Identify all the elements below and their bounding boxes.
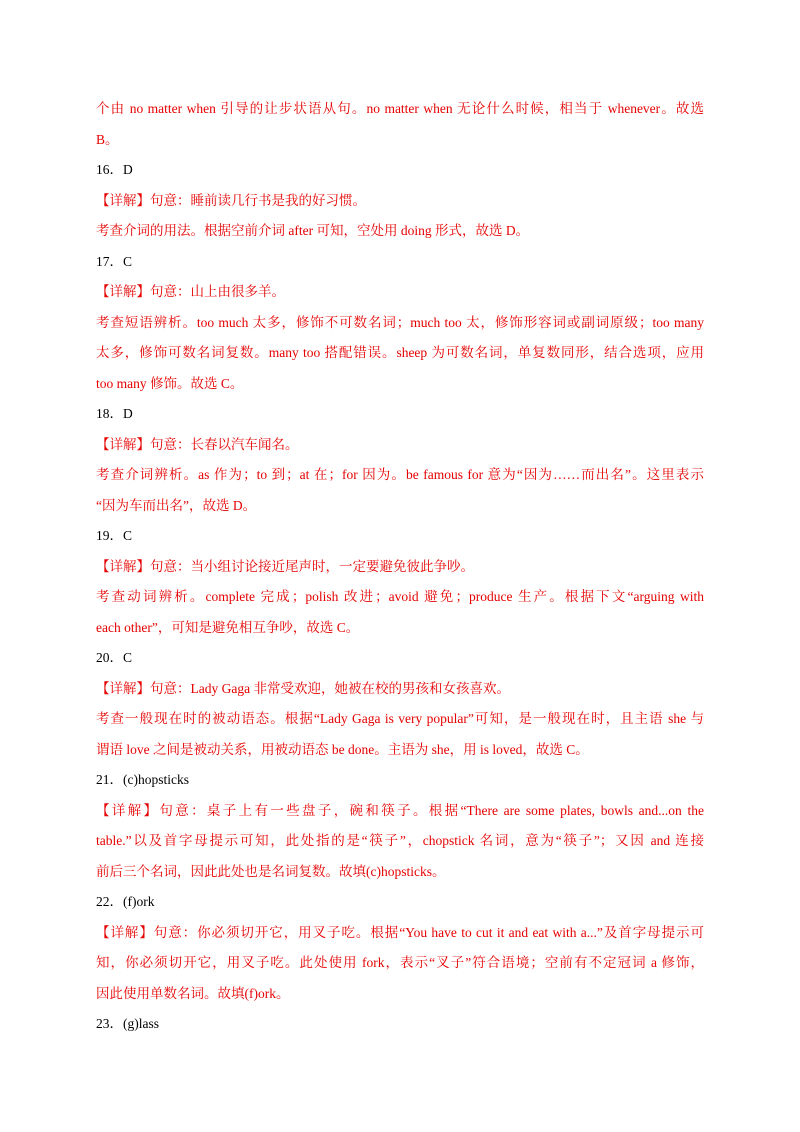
explanation-line: B。 xyxy=(96,131,119,147)
explanation-line: 考查一般现在时的被动语态。根据“Lady Gaga is very popular”可知，是一般现在时，且主语 she 与 xyxy=(96,711,704,726)
explanation-line: 【详解】句意：你必须切开它，用叉子吃。根据“You have to cut it and eat with a...”及首字母提示可 xyxy=(96,924,704,940)
explanation-line: 前后三个名词，因此此处也是名词复数。故填(c)hopsticks。 xyxy=(96,863,446,879)
explanation-line: 【详解】句意：山上由很多羊。 xyxy=(96,284,285,299)
answer-line: 21．(c)hopsticks xyxy=(96,772,189,787)
explanation-line: 【详解】句意：桌子上有一些盘子，碗和筷子。根据“There are some plates, bowls and...on the xyxy=(96,802,704,818)
answer-line: 22．(f)ork xyxy=(96,894,155,909)
answer-line: 18．D xyxy=(96,406,133,421)
explanation-line: 个由 no matter when 引导的让步状语从句。no matter when 无论什么时候，相当于 whenever。故选 xyxy=(96,101,704,116)
explanation-line: “因为车而出名”，故选 D。 xyxy=(96,497,257,513)
answer-line: 20．C xyxy=(96,650,133,665)
explanation-line: 太多，修饰可数名词复数。many too 搭配错误。sheep 为可数名词，单复数同形，结合选项，应用 xyxy=(96,345,704,360)
explanation-line: 【详解】句意：当小组讨论接近尾声时，一定要避免彼此争吵。 xyxy=(96,558,474,574)
explanation-line: each other”，可知是避免相互争吵，故选 C。 xyxy=(96,619,360,635)
answer-line: 17．C xyxy=(96,253,133,269)
answer-line: 16．D xyxy=(96,162,133,177)
explanation-line: 【详解】句意：睡前读几行书是我的好习惯。 xyxy=(96,192,366,208)
explanation-line: 考查介词辨析。as 作为；to 到；at 在；for 因为。be famous for 意为“因为……而出名”。这里表示 xyxy=(96,467,704,482)
answer-line: 19．C xyxy=(96,528,133,543)
explanation-line: 知，你必须切开它，用叉子吃。此处使用 fork，表示“叉子”符合语境；空前有不定冠词 a 修饰， xyxy=(96,955,704,970)
explanation-line: 考查短语辨析。too much 太多，修饰不可数名词；much too 太，修饰形容词或副词原级；too many xyxy=(96,314,704,330)
answer-line: 23．(g)lass xyxy=(96,1016,159,1031)
explanation-line: 因此使用单数名词。故填(f)ork。 xyxy=(96,985,290,1001)
answer-explanations xyxy=(96,94,704,1040)
explanation-line: 考查介词的用法。根据空前介词 after 可知，空处用 doing 形式，故选 D。 xyxy=(96,223,530,238)
explanation-line: 【详解】句意：长春以汽车闻名。 xyxy=(96,436,299,452)
explanation-line: table.”以及首字母提示可知，此处指的是“筷子”，chopstick 名词，意为“筷子”；又因 and 连接 xyxy=(96,833,704,848)
explanation-line: 考查动词辨析。complete 完成；polish 改进；avoid 避免；produce 生产。根据下文“arguing with xyxy=(96,589,704,604)
explanation-line: 【详解】句意：Lady Gaga 非常受欢迎，她被在校的男孩和女孩喜欢。 xyxy=(96,680,510,696)
explanation-line: 谓语 love 之间是被动关系，用被动语态 be done。主语为 she，用 is loved，故选 C。 xyxy=(96,741,589,757)
explanation-line: too many 修饰。故选 C。 xyxy=(96,375,244,391)
